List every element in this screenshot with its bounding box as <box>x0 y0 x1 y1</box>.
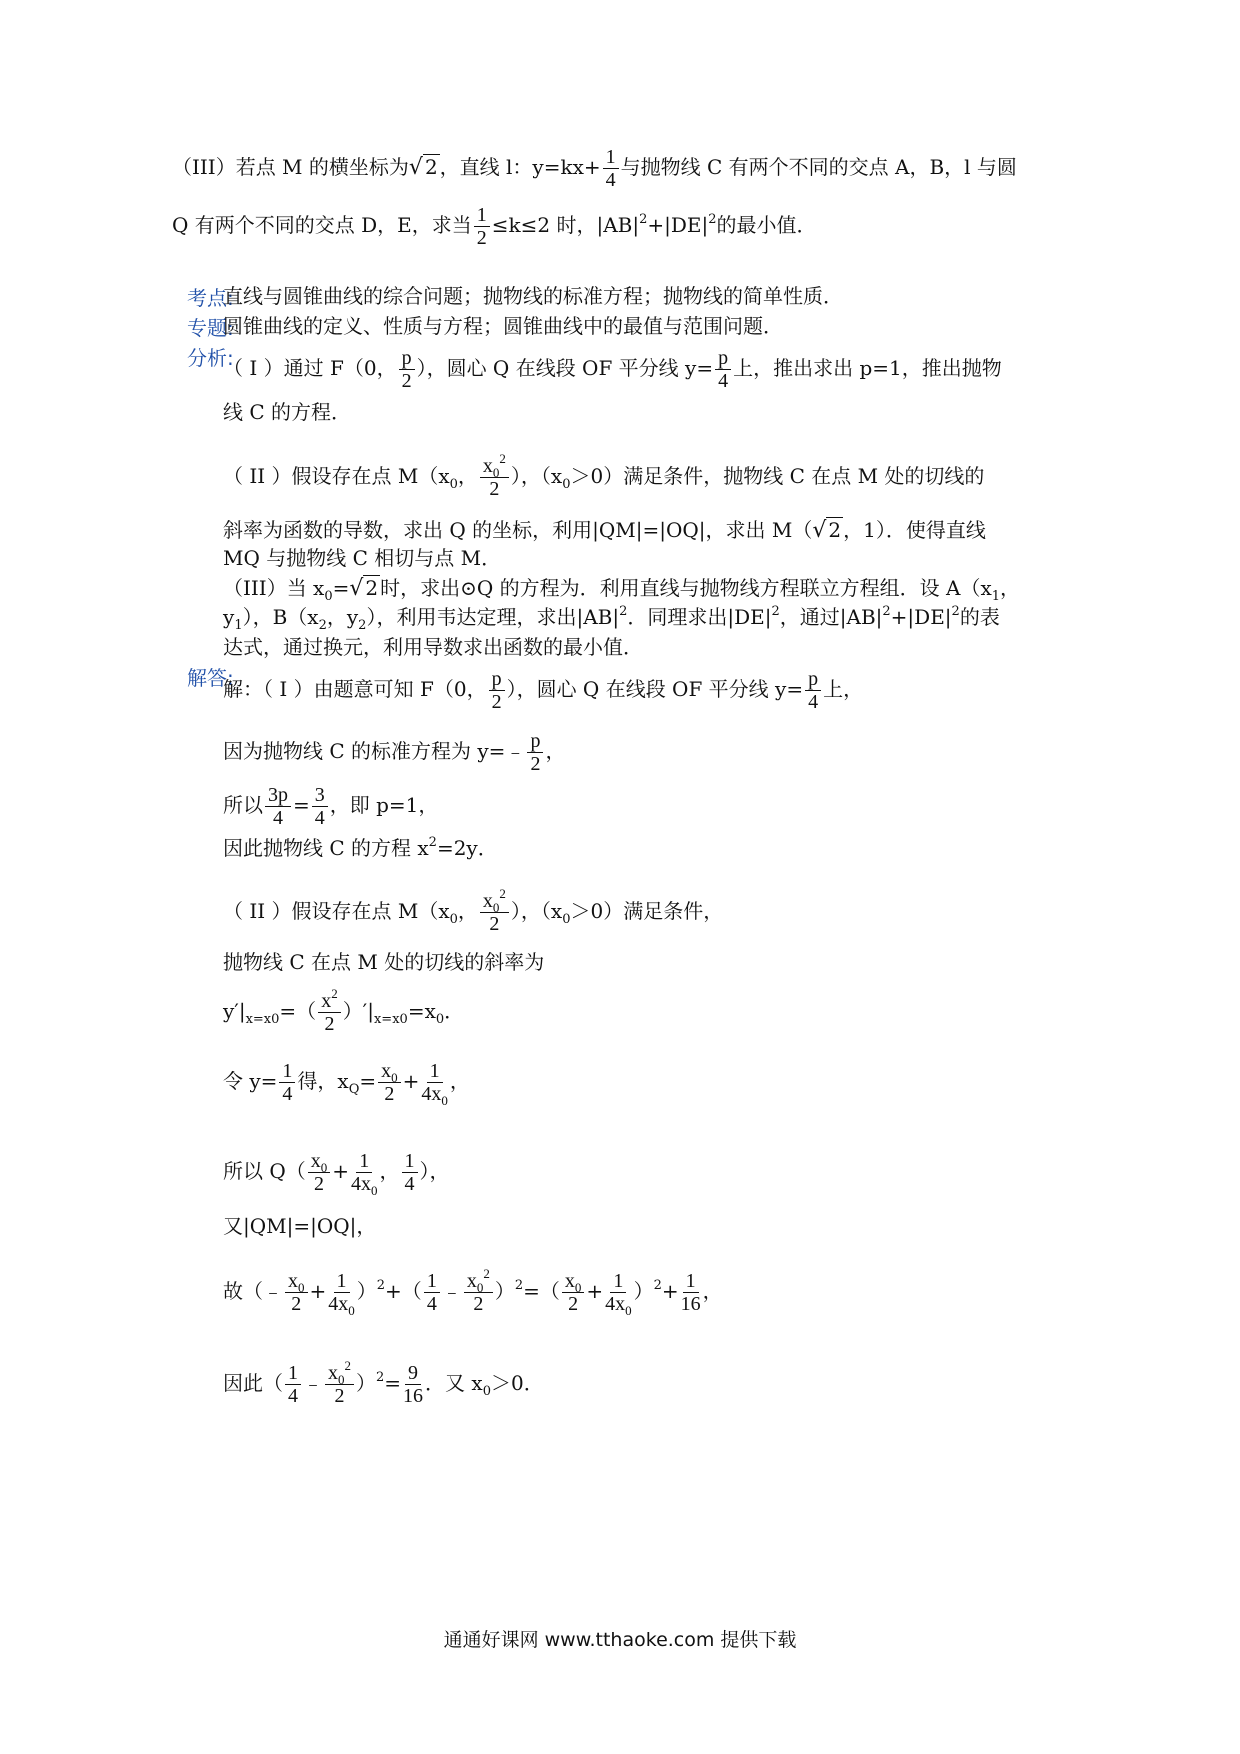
text: ），（x <box>510 899 563 923</box>
sub: 0 <box>449 912 458 927</box>
jieda-line7: $y'|_{x=x0}=$（ $\frac{x^2}{2}$ ）$'|_{x=x0}=x_0$． <box>223 986 465 1035</box>
jieda-line10: 又|QM|=|OQ|， <box>223 1214 377 1238</box>
fraction-p-4: $\frac{p}{4}$ <box>715 347 731 392</box>
sub: Q <box>348 1082 360 1097</box>
sup: 2 <box>771 604 780 619</box>
sub: 0 <box>324 589 333 604</box>
jieda-line5 <box>223 886 724 935</box>
text: ， <box>457 464 478 488</box>
fraction-3-4: $\frac{3}{4}$ <box>312 784 328 829</box>
fraction-3p-4: $\frac{3p}{4}$ <box>265 784 291 829</box>
text: ≤k≤2 时，|AB| <box>491 213 640 237</box>
text: ﹣ <box>441 1279 462 1303</box>
text: = <box>332 576 350 600</box>
jieda-line12 <box>223 1358 544 1407</box>
text: ），（x <box>510 464 563 488</box>
sup: 2 <box>882 604 891 619</box>
text: ）′| <box>342 999 374 1023</box>
sup: 2 <box>708 212 717 227</box>
sup: 2 <box>514 1278 524 1293</box>
sub: 2 <box>318 618 327 633</box>
fraction-p-4: $\frac{p}{4}$ <box>805 668 821 713</box>
text: ，即 p=1， <box>329 793 439 817</box>
zhuanti-text: 圆锥曲线的定义、性质与方程；圆锥曲线中的最值与范围问题． <box>223 314 783 338</box>
text: =（ <box>279 999 317 1023</box>
kaodian-text: 直线与圆锥曲线的综合问题；抛物线的标准方程；抛物线的简单性质． <box>223 284 843 308</box>
text: ， <box>457 899 478 923</box>
text: ．同理求出|DE| <box>627 605 772 629</box>
fraction-x0-2: $\frac{x_0}{2}$ <box>378 1060 401 1105</box>
jieda-line4 <box>223 834 498 862</box>
jieda-line8 <box>223 1060 470 1108</box>
jieda-line2 <box>223 730 565 775</box>
text: 解：（ I ）由题意可知 F（0， <box>223 677 487 701</box>
text: +|DE| <box>890 605 952 629</box>
text: ， <box>545 739 566 763</box>
fenxi-part2-line1 <box>223 451 985 500</box>
text: 的表 <box>959 605 1000 629</box>
sub: 0 <box>482 1384 491 1399</box>
problem-part3-line2 <box>172 204 817 249</box>
text: ， <box>702 1279 723 1303</box>
sqrt-2: √ 2 <box>349 576 379 601</box>
fraction-1-4: $\frac{1}{4}$ <box>424 1270 440 1315</box>
text: ），B（x <box>242 605 319 629</box>
text: + <box>309 1279 327 1303</box>
fraction-1-4: $\frac{1}{4}$ <box>402 1150 418 1195</box>
text: ，通过|AB| <box>779 605 883 629</box>
text: 时，求出⊙Q 的方程为．利用直线与抛物线方程联立方程组．设 A（x <box>380 576 992 600</box>
fraction-x0sq-2: $\frac{x_0^2}{2}$ <box>464 1270 493 1315</box>
text: +|DE| <box>647 213 709 237</box>
sub: 0 <box>449 477 458 492</box>
text: +（ <box>385 1279 422 1303</box>
text: ，直线 l：y=kx+ <box>439 155 601 179</box>
fraction-x0sq-2: $\frac{x_0^2}{2}$ <box>325 1362 354 1407</box>
text: =2y． <box>436 836 498 860</box>
text: 故（﹣ <box>223 1279 283 1303</box>
sub: 2 <box>358 618 367 633</box>
text: 因为抛物线 C 的标准方程为 y=﹣ <box>223 739 526 763</box>
text: ），圆心 Q 在线段 OF 平分线 y= <box>416 356 714 380</box>
text: 令 y= <box>223 1069 278 1093</box>
fenxi-part1-line2: 线 C 的方程． <box>223 400 352 424</box>
text: ，1）．使得直线 <box>843 518 986 542</box>
fraction-x0sq-2: $\frac{x_0^2}{2}$ <box>480 890 509 935</box>
sub: 0 <box>435 1012 445 1027</box>
text: ＞0）满足条件， <box>570 899 724 923</box>
sup: 2 <box>653 1278 662 1293</box>
text: ， <box>449 1069 470 1093</box>
fenxi-part2-line2 <box>223 516 986 545</box>
text: ＞0． <box>490 1371 544 1395</box>
text: =（ <box>523 1279 560 1303</box>
text: （ I ）通过 F（0， <box>223 356 397 380</box>
text: 与抛物线 C 有两个不同的交点 A，B，l 与圆 <box>620 155 1017 179</box>
fraction-p-2: $\frac{p}{2}$ <box>399 347 415 392</box>
fraction-1-4x0: $\frac{1}{4x_0}$ <box>328 1270 355 1318</box>
fraction-9-16: $\frac{9}{16}$ <box>403 1362 424 1407</box>
text: y <box>223 605 235 629</box>
text: + <box>586 1279 604 1303</box>
sub: 1 <box>991 589 1001 604</box>
text: = <box>359 1069 377 1093</box>
fraction-1-16: $\frac{1}{16}$ <box>680 1270 701 1315</box>
text: 因此（ <box>223 1371 283 1395</box>
fraction-p-2: $\frac{p}{2}$ <box>489 668 505 713</box>
text: 所以 <box>223 793 263 817</box>
text: ， <box>1000 576 1021 600</box>
sub: 0 <box>562 912 571 927</box>
text: ﹣ <box>303 1371 323 1395</box>
jieda-line6: 抛物线 C 在点 M 处的切线的斜率为 <box>223 950 545 974</box>
text: =x <box>407 999 436 1023</box>
text: ），圆心 Q 在线段 OF 平分线 y= <box>506 677 804 701</box>
sup: 2 <box>428 835 437 850</box>
text: ），利用韦达定理，求出|AB| <box>366 605 620 629</box>
label-jieda: 解答: <box>187 666 234 690</box>
text: 得，x <box>297 1069 349 1093</box>
fenxi-part2-line3: MQ 与抛物线 C 相切与点 M． <box>223 546 502 570</box>
sup: 2 <box>639 212 648 227</box>
fraction-p-2: $\frac{p}{2}$ <box>527 730 543 775</box>
fraction-x0-2: $\frac{x_0}{2}$ <box>562 1270 585 1315</box>
sub: 1 <box>234 618 243 633</box>
text: ． <box>444 999 465 1023</box>
fraction-xsq-2: $\frac{x^2}{2}$ <box>318 990 341 1035</box>
text: 的最小值． <box>716 213 817 237</box>
fraction-x0sq-2: $\frac{x_0^2}{2}$ <box>480 455 509 500</box>
text: ，y <box>326 605 359 629</box>
sqrt-2: √ 2 <box>408 155 438 180</box>
text: y′| <box>223 999 246 1023</box>
text: ＞0）满足条件，抛物线 C 在点 M 处的切线的 <box>570 464 985 488</box>
sub: 0 <box>562 477 571 492</box>
text: 上， <box>823 677 864 701</box>
fraction-x0-2: $\frac{x_0}{2}$ <box>308 1150 331 1195</box>
label-fenxi: 分析: <box>187 346 234 370</box>
fraction-1-4x0: $\frac{1}{4x_0}$ <box>351 1150 378 1198</box>
text: ） <box>356 1279 377 1303</box>
jieda-line3: 所以 $\frac{3p}{4}$ = $\frac{3}{4}$ ，即 p=1， <box>223 784 439 829</box>
sup: 2 <box>376 1370 385 1385</box>
text: （III）若点 M 的横坐标为 <box>172 155 409 179</box>
fraction-1-2: $\frac{1}{2}$ <box>474 204 490 249</box>
page-footer: 通通好课网 www.tthaoke.com 提供下载 <box>443 1629 797 1651</box>
text: + <box>402 1069 420 1093</box>
text: （ II ）假设存在点 M（x <box>223 464 450 488</box>
sup: 2 <box>619 604 628 619</box>
fenxi-part1-line1 <box>223 347 1002 392</box>
jieda-line9 <box>223 1150 450 1198</box>
label-kaodian: 考点: <box>187 286 234 310</box>
text: = <box>384 1371 402 1395</box>
fraction-x0-2: $\frac{x_0}{2}$ <box>285 1270 308 1315</box>
text: ．又 x <box>425 1371 483 1395</box>
text: （ II ）假设存在点 M（x <box>223 899 450 923</box>
text: 所以 Q（ <box>223 1159 306 1183</box>
text: ）， <box>419 1159 450 1183</box>
text: 上，推出求出 p=1，推出抛物 <box>733 356 1002 380</box>
sqrt-2: √ 2 <box>812 518 842 543</box>
text: ） <box>633 1279 654 1303</box>
jieda-line11 <box>223 1266 723 1318</box>
text: ） <box>356 1371 376 1395</box>
fraction-1-4: $\frac{1}{4}$ <box>603 146 619 191</box>
sup: 2 <box>951 604 960 619</box>
fraction-1-4x0: $\frac{1}{4x_0}$ <box>421 1060 448 1108</box>
fraction-1-4: $\frac{1}{4}$ <box>285 1362 301 1407</box>
jieda-line1 <box>223 668 863 713</box>
label-zhuanti: 专题: <box>187 316 234 340</box>
text: + <box>332 1159 350 1183</box>
text: Q 有两个不同的交点 D，E，求当 <box>172 213 472 237</box>
sup: 2 <box>376 1278 386 1293</box>
fenxi-part3-line3: 达式，通过换元，利用导数求出函数的最小值． <box>223 635 643 659</box>
text: + <box>661 1279 679 1303</box>
text: （III）当 x <box>223 576 325 600</box>
fraction-1-4x0: $\frac{1}{4x_0}$ <box>605 1270 632 1318</box>
fraction-1-4: $\frac{1}{4}$ <box>279 1060 295 1105</box>
fenxi-part3-line2 <box>223 603 1000 631</box>
text: ， <box>379 1159 400 1183</box>
text: 斜率为函数的导数，求出 Q 的坐标，利用|QM|=|OQ|，求出 M（ <box>223 518 813 542</box>
text: ） <box>494 1279 515 1303</box>
problem-part3-line1 <box>172 146 1017 191</box>
fenxi-part3-line1 <box>223 574 1020 603</box>
text: 因此抛物线 C 的方程 x <box>223 836 429 860</box>
